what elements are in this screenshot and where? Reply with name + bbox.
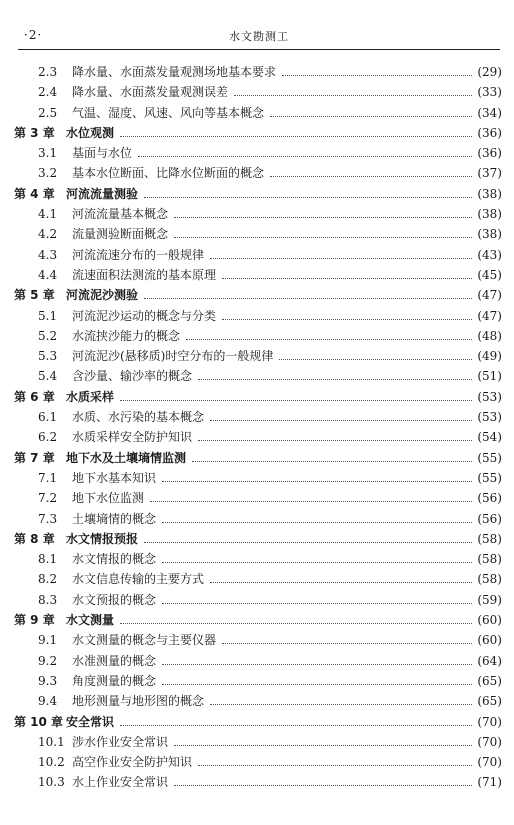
toc-entry-number: 5.4 (38, 369, 58, 384)
toc-entry-label (38, 63, 276, 80)
toc-entry-title: 安全常识 (66, 714, 115, 729)
toc-entry-page: (38) (477, 207, 502, 222)
toc-section-entry (14, 266, 502, 286)
toc-entry-number: 3.1 (38, 146, 58, 161)
toc-entry-title: 水文情报预报 (66, 531, 139, 546)
toc-section-entry (14, 489, 502, 509)
toc-entry-title: 土壤墒情的概念 (72, 511, 157, 526)
dot-leader (162, 664, 472, 665)
toc-entry-number: 4.4 (38, 267, 58, 282)
toc-entry-title: 河流泥沙(悬移质)时空分布的一般规律 (72, 349, 274, 364)
dot-leader (120, 136, 472, 137)
header-rule (18, 49, 500, 50)
toc-entry-title: 水质采样安全防护知识 (72, 430, 193, 445)
toc-entry-page: (59) (477, 592, 502, 607)
dot-leader (210, 582, 472, 583)
toc-entry-page: (54) (477, 430, 502, 445)
toc-entry-title: 角度测量的概念 (72, 673, 157, 688)
dot-leader (210, 420, 472, 421)
toc-entry-title: 流量测验断面概念 (72, 227, 169, 242)
toc-entry-label (38, 510, 156, 527)
toc-entry-page: (51) (477, 369, 502, 384)
dot-leader (120, 623, 472, 624)
toc-entry-number: 8.1 (38, 552, 58, 567)
toc-section-entry (14, 63, 502, 83)
toc-entry-page: (36) (477, 125, 502, 140)
toc-entry-label (14, 286, 138, 303)
toc-entry-page: (55) (477, 450, 502, 465)
toc-entry-number: 第 3 章 (14, 125, 55, 140)
toc-entry-page: (53) (477, 389, 502, 404)
toc-entry-page: (29) (477, 65, 502, 79)
toc-entry-number: 6.2 (38, 430, 58, 445)
toc-section-entry (14, 144, 502, 164)
toc-section-entry (14, 510, 502, 530)
toc-entry-number: 10.1 (38, 734, 65, 749)
dot-leader (144, 298, 472, 299)
toc-entry-label (38, 672, 156, 689)
toc-entry-title: 河流泥沙测验 (66, 288, 139, 303)
toc-entry-label (14, 449, 186, 466)
toc-entry-label (38, 164, 264, 181)
toc-entry-title: 河流流量基本概念 (72, 207, 169, 222)
dot-leader (192, 461, 472, 462)
toc-entry-label (38, 773, 168, 790)
toc-entry-page: (60) (477, 633, 502, 648)
dot-leader (270, 116, 472, 117)
toc-entry-label (38, 550, 156, 567)
toc-entry-label (14, 124, 114, 141)
toc-entry-label (14, 388, 114, 405)
toc-entry-label (38, 225, 168, 242)
toc-entry-label (14, 185, 138, 202)
toc-entry-number: 7.3 (38, 511, 58, 526)
toc-entry-title: 流速面积法测流的基本原理 (72, 267, 217, 282)
toc-chapter-entry (14, 713, 502, 733)
toc-entry-label (38, 753, 192, 770)
toc-entry-number: 10.3 (38, 775, 65, 790)
toc-entry-number: 第 9 章 (14, 613, 55, 628)
toc-section-entry (14, 692, 502, 712)
toc-section-entry (14, 591, 502, 611)
toc-section-entry (14, 225, 502, 245)
toc-entry-title: 水流挟沙能力的概念 (72, 328, 181, 343)
toc-entry-number: 5.3 (38, 349, 58, 364)
table-of-contents (14, 63, 502, 794)
toc-entry-title: 高空作业安全防护知识 (72, 755, 193, 770)
toc-entry-title: 基本水位断面、比降水位断面的概念 (72, 166, 265, 181)
toc-entry-label (38, 205, 168, 222)
toc-entry-number: 8.3 (38, 592, 58, 607)
toc-entry-number: 第 5 章 (14, 288, 55, 303)
dot-leader (282, 75, 472, 76)
toc-section-entry (14, 104, 502, 124)
toc-entry-label (38, 307, 216, 324)
toc-entry-title: 水准测量的概念 (72, 653, 157, 668)
toc-entry-label (38, 347, 273, 364)
toc-entry-page: (38) (477, 186, 502, 201)
toc-entry-page: (33) (477, 85, 502, 100)
dot-leader (234, 95, 472, 96)
toc-entry-page: (55) (477, 470, 502, 485)
dot-leader (279, 359, 472, 360)
toc-entry-label (14, 713, 114, 730)
dot-leader (174, 217, 472, 218)
toc-section-entry (14, 164, 502, 184)
toc-entry-number: 4.3 (38, 247, 58, 262)
toc-entry-number: 3.2 (38, 166, 58, 181)
toc-entry-number: 5.1 (38, 308, 58, 323)
toc-section-entry (14, 307, 502, 327)
toc-section-entry (14, 428, 502, 448)
toc-entry-title: 水文情报的概念 (72, 552, 157, 567)
toc-entry-number: 第 10 章 (14, 714, 64, 729)
toc-entry-label (38, 246, 204, 263)
toc-entry-title: 降水量、水面蒸发量观测场地基本要求 (72, 65, 277, 79)
toc-entry-label (38, 266, 216, 283)
toc-entry-page: (49) (477, 349, 502, 364)
dot-leader (138, 156, 472, 157)
toc-section-entry (14, 469, 502, 489)
dot-leader (144, 542, 472, 543)
toc-entry-label (38, 733, 168, 750)
toc-section-entry (14, 733, 502, 753)
dot-leader (150, 501, 472, 502)
dot-leader (120, 725, 472, 726)
dot-leader (222, 278, 472, 279)
toc-chapter-entry (14, 611, 502, 631)
toc-section-entry (14, 205, 502, 225)
dot-leader (198, 440, 472, 441)
toc-entry-title: 河流流速分布的一般规律 (72, 247, 205, 262)
toc-entry-number: 4.1 (38, 207, 58, 222)
toc-chapter-entry (14, 124, 502, 144)
toc-entry-page: (58) (477, 572, 502, 587)
toc-entry-number: 9.2 (38, 653, 58, 668)
toc-entry-number: 第 7 章 (14, 450, 55, 465)
toc-entry-page: (65) (477, 694, 502, 709)
dot-leader (174, 745, 472, 746)
toc-entry-label (38, 408, 204, 425)
toc-entry-label (38, 83, 228, 100)
dot-leader (210, 258, 472, 259)
toc-entry-title: 水文信息传输的主要方式 (72, 572, 205, 587)
dot-leader (162, 603, 472, 604)
toc-entry-label (14, 530, 138, 547)
dot-leader (162, 684, 472, 685)
toc-entry-label (38, 570, 204, 587)
toc-entry-label (38, 692, 204, 709)
toc-entry-title: 水位观测 (66, 125, 115, 140)
toc-entry-page: (70) (477, 734, 502, 749)
toc-entry-page: (58) (477, 552, 502, 567)
toc-entry-title: 河流泥沙运动的概念与分类 (72, 308, 217, 323)
toc-section-entry (14, 246, 502, 266)
dot-leader (222, 319, 472, 320)
toc-chapter-entry (14, 530, 502, 550)
toc-entry-page: (43) (477, 247, 502, 262)
toc-entry-title: 水上作业安全常识 (72, 775, 169, 790)
toc-entry-title: 含沙量、输沙率的概念 (72, 369, 193, 384)
toc-entry-title: 气温、湿度、风速、风向等基本概念 (72, 105, 265, 120)
toc-entry-page: (70) (477, 714, 502, 729)
dot-leader (198, 379, 472, 380)
toc-entry-title: 涉水作业安全常识 (72, 734, 169, 749)
toc-section-entry (14, 550, 502, 570)
book-title: 水文勘测工 (229, 30, 289, 43)
dot-leader (210, 704, 472, 705)
toc-entry-title: 水质、水污染的基本概念 (72, 410, 205, 425)
toc-entry-title: 水文预报的概念 (72, 592, 157, 607)
toc-entry-page: (60) (477, 613, 502, 628)
toc-entry-number: 8.2 (38, 572, 58, 587)
toc-entry-page: (36) (477, 146, 502, 161)
toc-entry-number: 2.4 (38, 85, 58, 100)
toc-section-entry (14, 367, 502, 387)
toc-entry-page: (38) (477, 227, 502, 242)
toc-entry-label (14, 611, 114, 628)
toc-entry-page: (64) (477, 653, 502, 668)
dot-leader (222, 643, 472, 644)
toc-entry-page: (71) (477, 775, 502, 790)
toc-entry-title: 地形测量与地形图的概念 (72, 694, 205, 709)
toc-entry-label (38, 327, 180, 344)
dot-leader (162, 522, 472, 523)
toc-entry-number: 2.5 (38, 105, 58, 120)
toc-entry-page: (37) (477, 166, 502, 181)
toc-entry-page: (34) (477, 105, 502, 120)
toc-entry-title: 降水量、水面蒸发量观测误差 (72, 85, 229, 100)
dot-leader (162, 481, 472, 482)
toc-entry-page: (56) (477, 511, 502, 526)
toc-section-entry (14, 773, 502, 793)
toc-chapter-entry (14, 388, 502, 408)
toc-section-entry (14, 327, 502, 347)
toc-entry-page: (65) (477, 673, 502, 688)
toc-entry-number: 10.2 (38, 755, 65, 770)
dot-leader (120, 400, 472, 401)
page-number: ·2· (24, 28, 43, 42)
toc-entry-title: 水质采样 (66, 389, 115, 404)
toc-entry-page: (70) (477, 755, 502, 770)
toc-entry-title: 水文测量 (66, 613, 115, 628)
toc-entry-title: 河流流量测验 (66, 186, 139, 201)
toc-entry-page: (45) (477, 267, 502, 282)
toc-entry-title: 地下水基本知识 (72, 470, 157, 485)
toc-entry-page: (47) (477, 288, 502, 303)
toc-section-entry (14, 570, 502, 590)
toc-entry-page: (56) (477, 491, 502, 506)
toc-chapter-entry (14, 449, 502, 469)
toc-chapter-entry (14, 286, 502, 306)
toc-entry-page: (58) (477, 531, 502, 546)
toc-entry-number: 4.2 (38, 227, 58, 242)
toc-entry-number: 7.1 (38, 470, 58, 485)
toc-entry-title: 水文测量的概念与主要仪器 (72, 633, 217, 648)
dot-leader (186, 339, 472, 340)
toc-entry-number: 2.3 (38, 65, 58, 79)
toc-entry-number: 9.4 (38, 694, 58, 709)
toc-entry-number: 第 4 章 (14, 186, 55, 201)
toc-entry-label (38, 104, 264, 121)
toc-section-entry (14, 652, 502, 672)
running-header (18, 24, 500, 46)
toc-entry-number: 9.1 (38, 633, 58, 648)
toc-entry-label (38, 367, 192, 384)
dot-leader (270, 176, 472, 177)
dot-leader (144, 197, 472, 198)
toc-entry-page: (53) (477, 410, 502, 425)
toc-entry-label (38, 428, 192, 445)
dot-leader (174, 785, 472, 786)
toc-entry-number: 6.1 (38, 410, 58, 425)
dot-leader (198, 765, 472, 766)
toc-entry-number: 9.3 (38, 673, 58, 688)
toc-entry-title: 基面与水位 (72, 146, 133, 161)
toc-entry-number: 7.2 (38, 491, 58, 506)
toc-entry-number: 第 8 章 (14, 531, 55, 546)
toc-entry-number: 第 6 章 (14, 389, 55, 404)
dot-leader (162, 562, 472, 563)
toc-entry-title: 地下水位监测 (72, 491, 145, 506)
toc-section-entry (14, 631, 502, 651)
dot-leader (174, 237, 472, 238)
toc-section-entry (14, 672, 502, 692)
toc-entry-page: (48) (477, 328, 502, 343)
toc-entry-label (38, 652, 156, 669)
toc-section-entry (14, 753, 502, 773)
toc-section-entry (14, 347, 502, 367)
toc-entry-title: 地下水及土壤墒情监测 (66, 450, 187, 465)
toc-section-entry (14, 408, 502, 428)
toc-section-entry (14, 83, 502, 103)
toc-entry-page: (47) (477, 308, 502, 323)
toc-chapter-entry (14, 185, 502, 205)
toc-entry-label (38, 144, 132, 161)
toc-entry-label (38, 591, 156, 608)
toc-entry-number: 5.2 (38, 328, 58, 343)
toc-entry-label (38, 469, 156, 486)
toc-entry-label (38, 489, 144, 506)
toc-entry-label (38, 631, 216, 648)
